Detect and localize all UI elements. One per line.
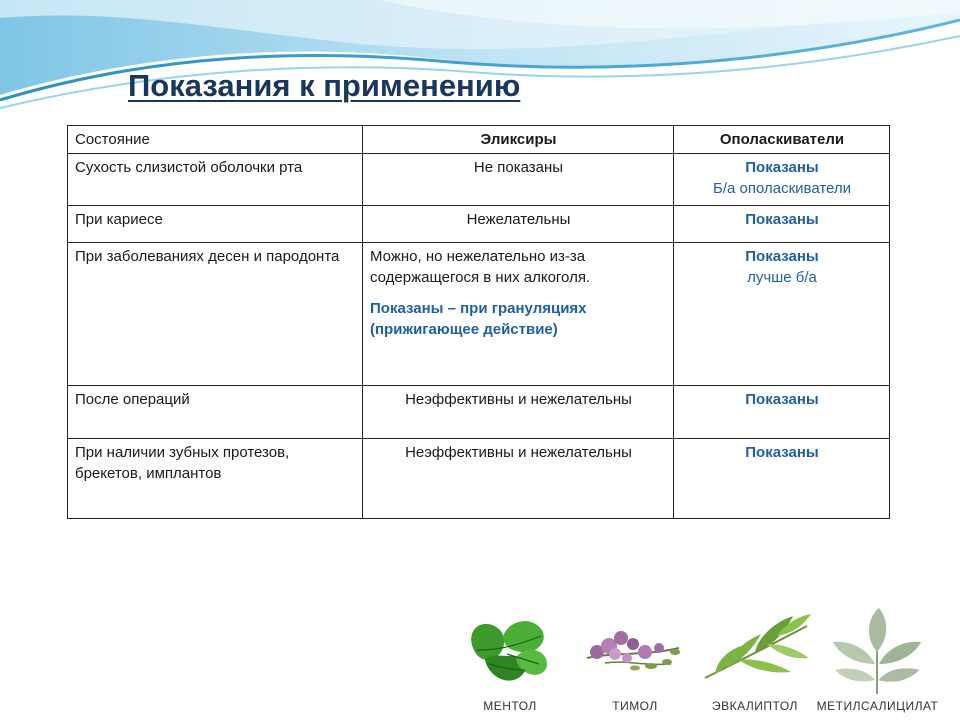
plant-label: ТИМОЛ <box>612 699 658 713</box>
column-header-condition: Состояние <box>68 126 363 154</box>
condition-cell: Сухость слизистой оболочки рта <box>68 154 363 206</box>
rinses-cell <box>674 206 890 243</box>
plant-methyl-salicylate <box>815 600 940 720</box>
indications-table <box>67 125 890 519</box>
plant-images-strip <box>455 600 960 720</box>
elixirs-text: Можно, но нежелательно из-за содержащегося в них алкоголя. <box>370 248 591 286</box>
plant-menthol <box>455 600 565 720</box>
table-row <box>68 206 890 243</box>
rinses-cell <box>674 243 890 386</box>
elixirs-cell: Неэффективны и нежелательны <box>363 439 674 519</box>
rinses-note: Б/а ополаскиватели <box>712 180 852 197</box>
rinses-status: Показаны <box>745 391 819 408</box>
rinses-status: Показаны <box>745 159 819 176</box>
thyme-icon <box>575 608 695 698</box>
condition-cell: При кариесе <box>68 206 363 243</box>
table-row <box>68 439 890 519</box>
mint-leaf-icon <box>455 608 565 698</box>
rinses-status: Показаны <box>745 444 819 461</box>
table-row <box>68 154 890 206</box>
elixirs-cell: Не показаны <box>363 154 674 206</box>
sage-leaf-icon <box>815 608 940 698</box>
rinses-note: лучше б/а <box>747 269 817 286</box>
elixirs-cell <box>363 243 674 386</box>
table-row <box>68 386 890 439</box>
eucalyptus-icon <box>695 608 815 698</box>
column-header-rinses: Ополаскиватели <box>674 126 890 154</box>
table-row <box>68 243 890 386</box>
plant-label: МЕТИЛСАЛИЦИЛАТ <box>816 699 939 713</box>
elixirs-cell: Неэффективны и нежелательны <box>363 386 674 439</box>
column-header-elixirs: Эликсиры <box>363 126 674 154</box>
plant-label: МЕНТОЛ <box>483 699 537 713</box>
condition-cell: При наличии зубных протезов, брекетов, имплантов <box>68 439 363 519</box>
page-title: Показания к применению <box>128 68 521 103</box>
rinses-status: Показаны <box>745 248 819 265</box>
rinses-cell <box>674 386 890 439</box>
rinses-status: Показаны <box>745 211 819 228</box>
plant-eucalyptol <box>695 600 815 720</box>
condition-cell: После операций <box>68 386 363 439</box>
plant-thymol <box>575 600 695 720</box>
rinses-cell <box>674 439 890 519</box>
table-header-row <box>68 126 890 154</box>
plant-label: ЭВКАЛИПТОЛ <box>712 699 798 713</box>
rinses-cell <box>674 154 890 206</box>
condition-cell: При заболеваниях десен и пародонта <box>68 243 363 386</box>
elixirs-extra-note: Показаны – при грануляциях (прижигающее действие) <box>370 300 587 338</box>
elixirs-cell: Нежелательны <box>363 206 674 243</box>
